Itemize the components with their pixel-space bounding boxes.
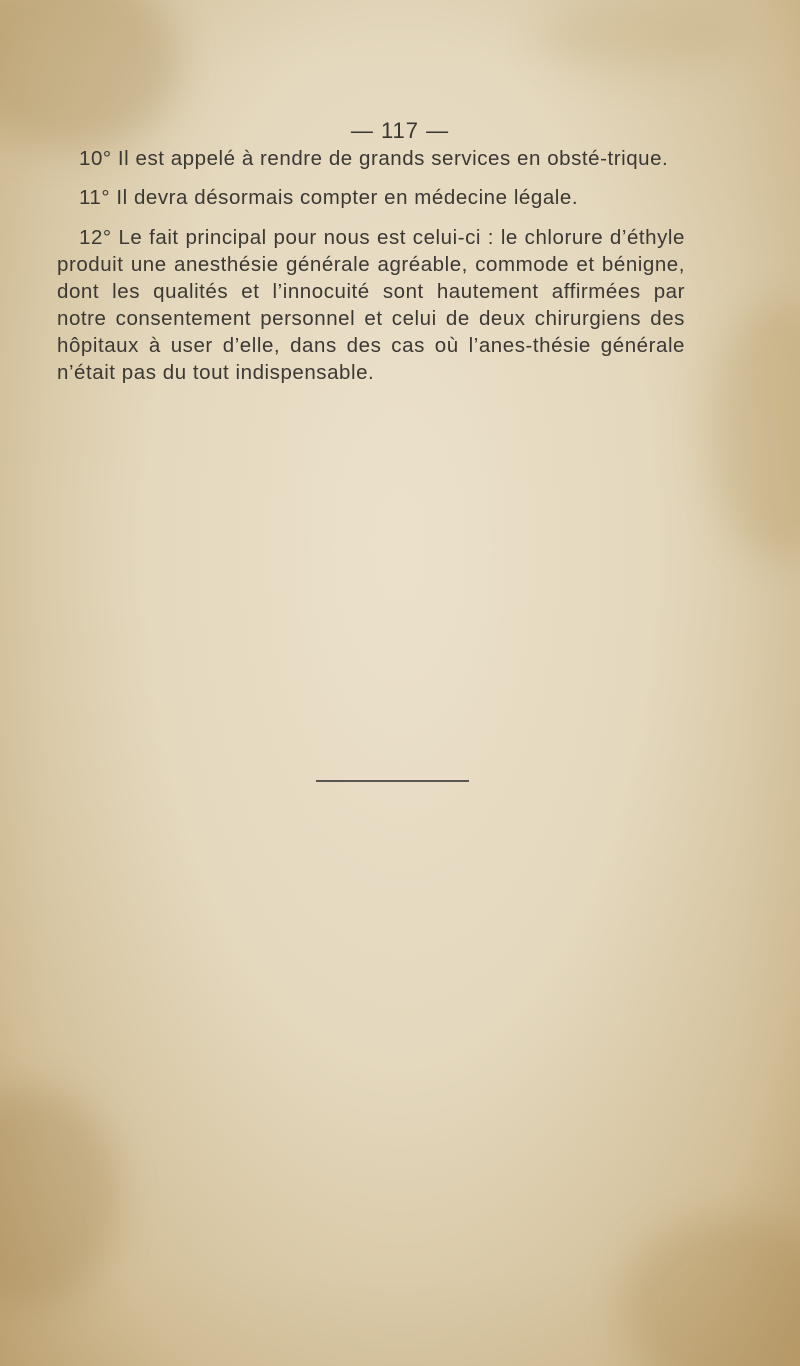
body-text	[57, 145, 685, 396]
paper-stain	[710, 300, 800, 560]
paper-stain	[540, 0, 740, 70]
paragraph: 10° Il est appelé à rendre de grands services en obsté-trique.	[79, 147, 669, 170]
paper-stain	[620, 1216, 800, 1366]
paragraph: 11° Il devra désormais compter en médecine légale.	[79, 186, 579, 209]
paragraph: 12° Le fait principal pour nous est celui-ci : le chlorure d’éthyle produit une anesthésie générale agréable, commode et bénigne, dont les qualités et l’innocuité sont hautement affirmées par notre consentement personnel et celui de deux chirurgiens des hôpitaux à user d’elle, dans des cas où l’anes-thésie générale n’était pas du tout indispensable.	[57, 226, 685, 384]
page-number: — 117 —	[350, 118, 450, 143]
section-divider	[316, 780, 469, 782]
paper-stain	[0, 1086, 120, 1306]
